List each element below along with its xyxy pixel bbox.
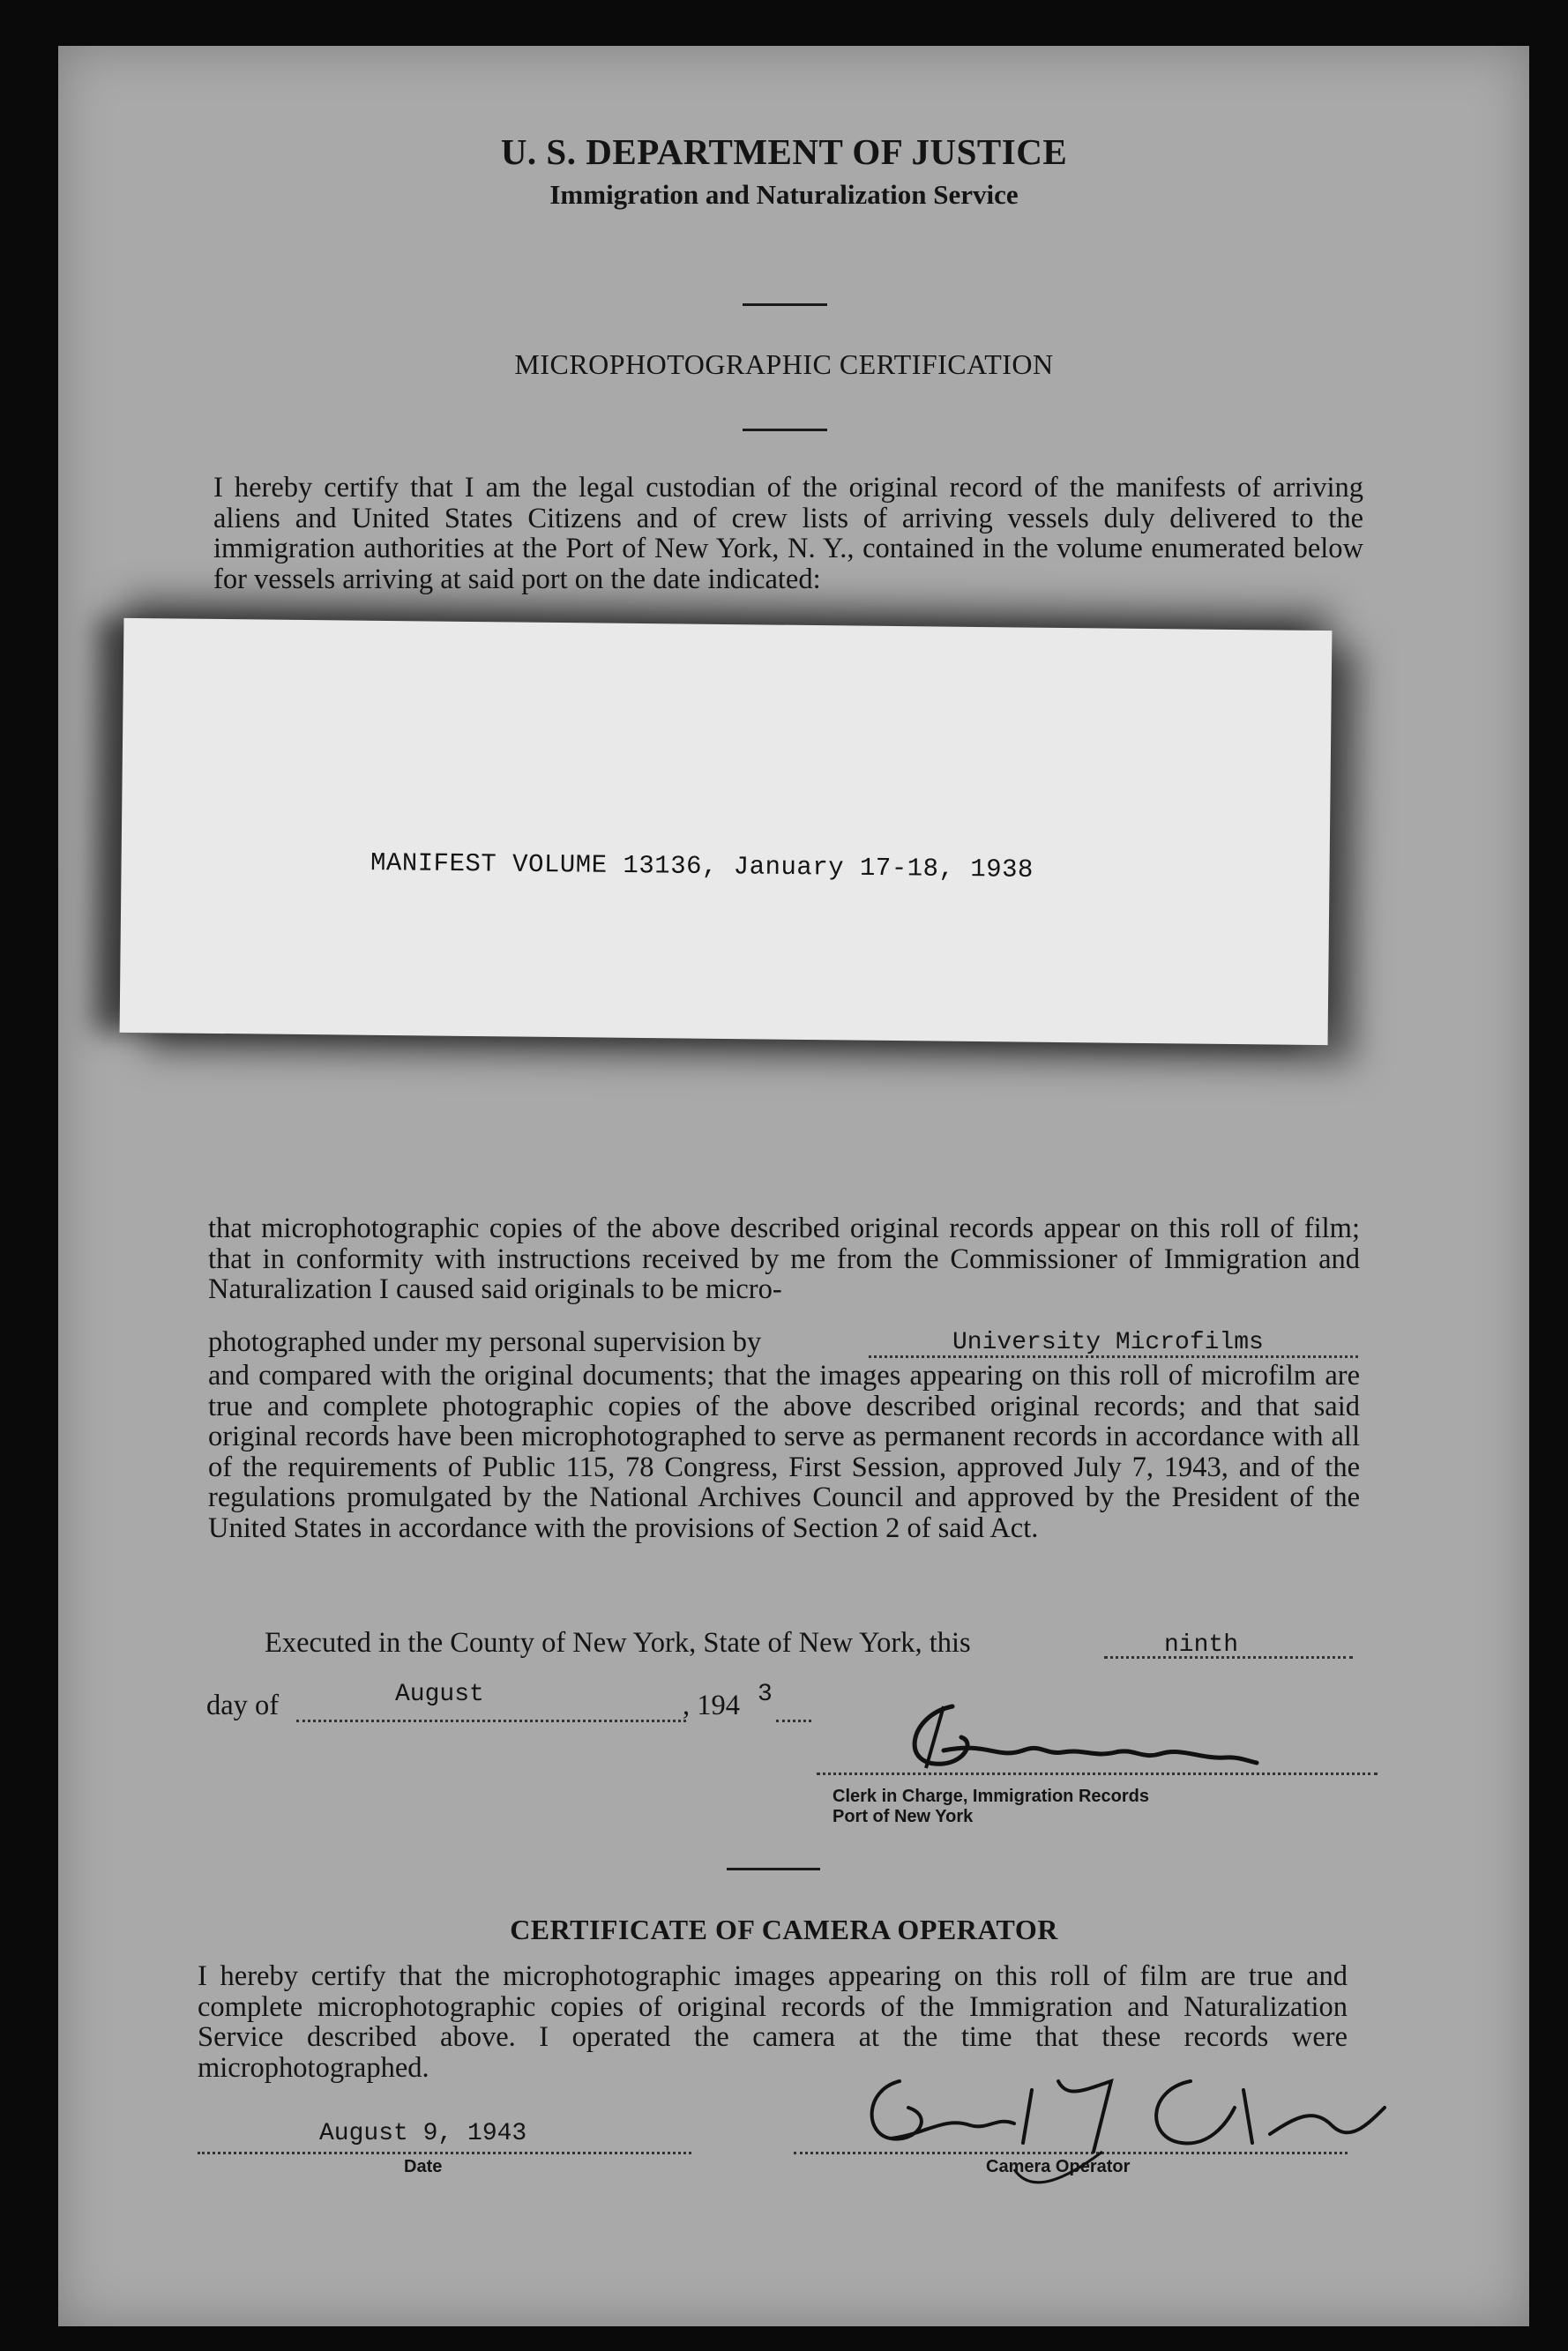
- clerk-title-line1: Clerk in Charge, Immigration Records: [833, 1787, 1149, 1806]
- department-heading: U. S. DEPARTMENT OF JUSTICE: [500, 131, 1068, 172]
- camera-certificate-title: CERTIFICATE OF CAMERA OPERATOR: [510, 1914, 1058, 1945]
- divider: [727, 1868, 820, 1870]
- date-dotted-line: [198, 2152, 691, 2154]
- operator-label: Camera Operator: [986, 2157, 1131, 2176]
- certification-title: MICROPHOTOGRAPHIC CERTIFICATION: [514, 348, 1054, 380]
- clerk-title: [833, 1787, 1149, 1827]
- year-dotted-line: [776, 1720, 811, 1722]
- month-dotted-line: [296, 1720, 686, 1722]
- executed-day-value: ninth: [1164, 1631, 1239, 1659]
- middle-paragraph-rest: and compared with the original documents; that the images appearing on this roll of microfilm are true and complete photographic copies of the above described original records; and that said original records have been microphotographed to serve as permanent records in accordance with all of the requirements of Public 115, 78 Congress, First Session, approved July 7, 1943, and of the regulations promulgated by the National Archives Council and approved by the President of the United States in accordance with the provisions of Section 2 of said Act.: [208, 1360, 1360, 1544]
- executed-text: Executed in the County of New York, State of New York, this: [265, 1627, 971, 1659]
- supervised-by-value: University Microfilms: [952, 1329, 1264, 1356]
- year-prefix: , 194: [683, 1690, 740, 1721]
- executed-month-value: August: [395, 1681, 484, 1708]
- day-of-label: day of: [206, 1690, 280, 1721]
- volume-card: [120, 618, 1333, 1045]
- year-digit-value: 3: [758, 1681, 773, 1708]
- service-heading: Immigration and Naturalization Service: [549, 179, 1019, 210]
- divider: [743, 429, 827, 431]
- supervision-label: photographed under my personal supervision by: [208, 1326, 762, 1358]
- clerk-signature: [891, 1689, 1261, 1786]
- clerk-title-line2: Port of New York: [833, 1807, 974, 1826]
- date-label: Date: [404, 2157, 443, 2176]
- divider: [743, 303, 827, 306]
- intro-paragraph: I hereby certify that I am the legal custodian of the original record of the manifests of arriving aliens and United States Citizens and of crew lists of arriving vessels duly delivered to the immigration authorities at the Port of New York, N. Y., contained in the volume enumerated below for vessels arriving at said port on the date indicated:: [213, 472, 1363, 595]
- date-value: August 9, 1943: [319, 2120, 527, 2147]
- middle-paragraph-lead: that microphotographic copies of the above described original records appear on this roll of film; that in conformity with instructions received by me from the Commissioner of Immigration and Naturalization I caused said originals to be micro-: [208, 1213, 1360, 1305]
- camera-certificate-paragraph: I hereby certify that the microphotographic images appearing on this roll of film are true and complete microphotographic copies of original records of the Immigration and Naturalization Service described above. I operated the camera at the time that these records were microphotographed.: [198, 1960, 1348, 2084]
- volume-card-text: MANIFEST VOLUME 13136, January 17-18, 1938: [370, 848, 1034, 884]
